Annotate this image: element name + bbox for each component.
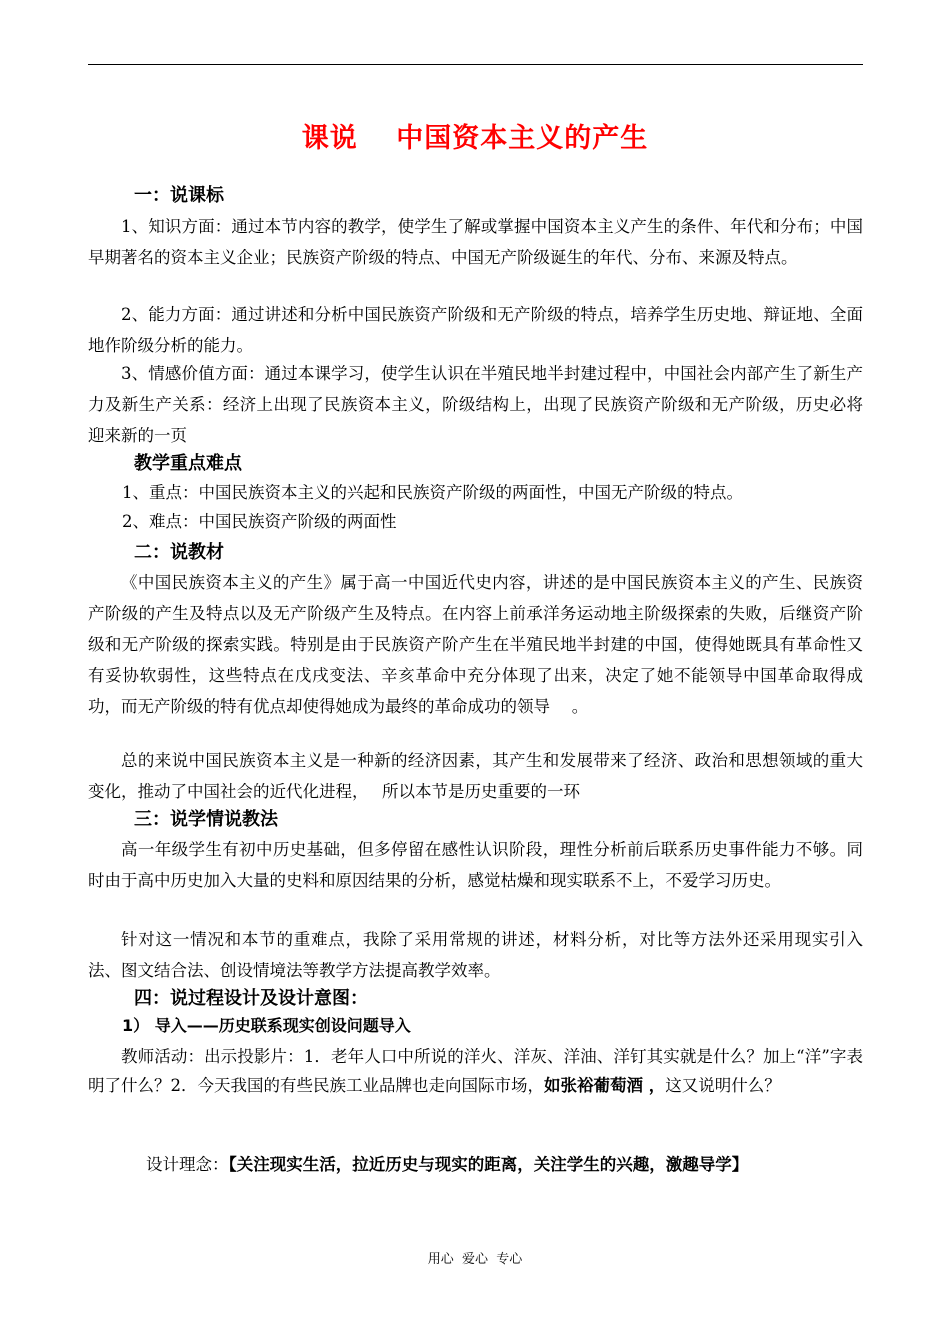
- page-title: 课说 中国资本主义的产生: [301, 123, 649, 154]
- teacher-activity-bold: 如张裕葡萄酒 ，: [544, 1076, 666, 1095]
- paragraph-methods: 针对这一情况和本节的重难点，我除了采用常规的讲述，材料分析，对比等方法外还采用现实引入法、图文结合法、创设情境法等教学方法提高教学效率。: [88, 930, 863, 980]
- paragraph-textbook: 《中国民族资本主义的产生》属于高一中国近代史内容，讲述的是中国民族资本主义的产生、民族资产阶级的产生及特点以及无产阶级产生及特点。在内容上前承洋务运动地主阶级探索的失败，后继资产阶级和无产阶级的探索实践。特别是由于民族资产阶产生在半殖民地半封建的中国，使得她既具有革命性又有妥协软弱性，这些特点在戊戌变法、辛亥革命中充分体现了出来，决定了她不能领导中国革命取得成功，而无产阶级的特有优点却使得她成为最终的革命成功的领导 。: [88, 573, 863, 716]
- paragraph-emotion: 3、情感价值方面：通过本课学习，使学生认识在半殖民地半封建过程中，中国社会内部产生了新生产力及新生产关系：经济上出现了民族资本主义，阶级结构上，出现了民族资产阶级和无产阶级，历史必将迎来新的一页: [88, 364, 863, 445]
- heading-process-design: 四：说过程设计及设计意图：: [134, 988, 368, 1009]
- heading-course-standard: 一：说课标: [134, 185, 224, 206]
- subheading-introduction: 1） 导入——历史联系现实创设问题导入: [122, 1016, 411, 1035]
- header-rule: [88, 64, 863, 65]
- paragraph-ability: 2、能力方面：通过讲述和分析中国民族资产阶级和无产阶级的特点，培养学生历史地、辩证地、全面地作阶级分析的能力。: [88, 305, 863, 355]
- page-footer: 用心 爱心 专心: [427, 1252, 523, 1267]
- design-concept-label: 设计理念：: [146, 1155, 229, 1174]
- heading-key-points: 教学重点难点: [134, 453, 242, 474]
- difficult-point-line: 2、难点：中国民族资产阶级的两面性: [122, 512, 397, 531]
- design-concept-line: [146, 1150, 748, 1180]
- key-point-line: 1、重点：中国民族资本主义的兴起和民族资产阶级的两面性，中国无产阶级的特点。: [122, 483, 743, 502]
- teacher-activity-text: 教师活动：出示投影片：1．老年人口中所说的洋火、洋灰、洋油、洋钉其实就是什么？加上“洋”字表明了什么？2．今天我国的有些民族工业品牌也走向国际市场，: [88, 1047, 863, 1095]
- paragraph-knowledge: 1、知识方面：通过本节内容的教学，使学生了解或掌握中国资本主义产生的条件、年代和分布；中国早期著名的资本主义企业；民族资产阶级的特点、中国无产阶级诞生的年代、分布、来源及特点。: [88, 217, 863, 267]
- heading-learning-situation: 三：说学情说教法: [134, 809, 278, 830]
- paragraph-summary: 总的来说中国民族资本主义是一种新的经济因素，其产生和发展带来了经济、政治和思想领域的重大变化，推动了中国社会的近代化进程， 所以本节是历史重要的一环: [88, 751, 863, 801]
- paragraph-learners: 高一年级学生有初中历史基础，但多停留在感性认识阶段，理性分析前后联系历史事件能力不够。同时由于高中历史加入大量的史料和原因结果的分析，感觉枯燥和现实联系不上，不爱学习历史。: [88, 840, 863, 890]
- design-concept-text: 【关注现实生活，拉近历史与现实的距离，关注学生的兴趣，激趣导学】: [228, 1155, 749, 1174]
- heading-textbook: 二：说教材: [134, 542, 224, 563]
- teacher-activity-end: 这又说明什么？: [665, 1076, 781, 1095]
- paragraph-teacher-activity: [88, 1042, 863, 1100]
